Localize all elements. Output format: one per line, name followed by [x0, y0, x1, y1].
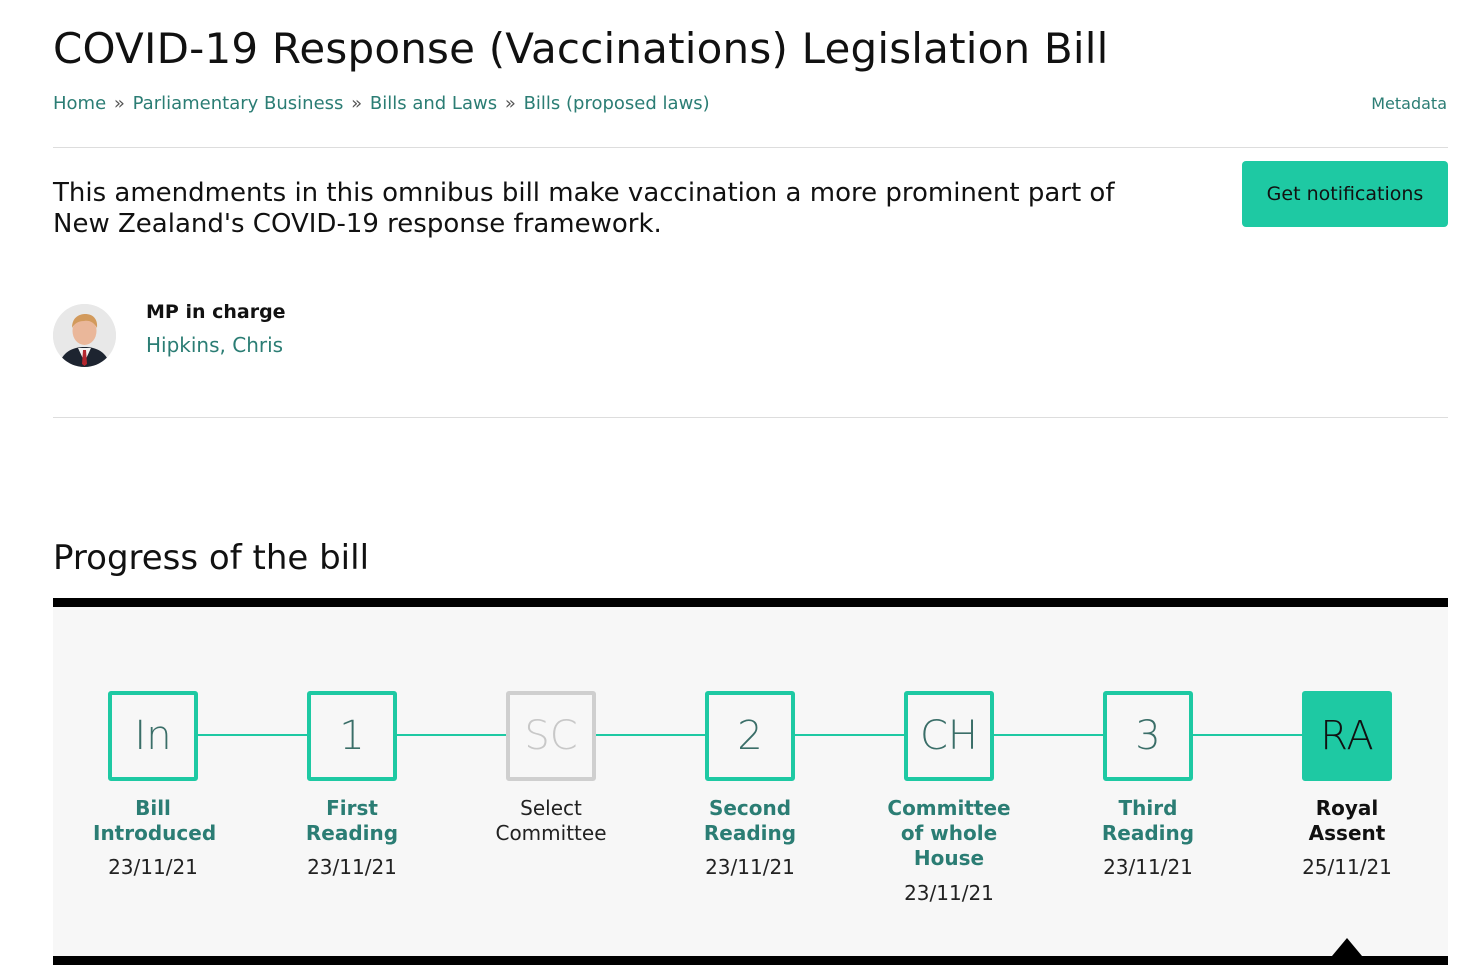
mp-name-link[interactable]: Hipkins, Chris	[146, 333, 284, 357]
divider	[53, 147, 1448, 148]
breadcrumb-separator: »	[351, 93, 363, 114]
stage-date: 23/11/21	[108, 855, 198, 879]
stage-label: Select Committee	[495, 796, 607, 845]
breadcrumb-parliamentary-business[interactable]: Parliamentary Business	[132, 93, 344, 114]
current-stage-pointer-icon	[1332, 938, 1362, 956]
breadcrumb-separator: »	[504, 93, 516, 114]
metadata-link[interactable]: Metadata	[1371, 94, 1447, 113]
stage-badge: CH	[904, 691, 994, 781]
stage-label: Third Reading	[1101, 796, 1195, 845]
stage-date: 23/11/21	[904, 881, 994, 905]
bill-progress-panel	[53, 598, 1448, 965]
stage-badge: SC	[506, 691, 596, 781]
stage-label: Royal Assent	[1308, 796, 1386, 845]
stage-label: First Reading	[305, 796, 399, 845]
breadcrumb	[53, 93, 710, 114]
breadcrumb-bills-and-laws[interactable]: Bills and Laws	[369, 93, 498, 114]
stage-label: Second Reading	[703, 796, 797, 845]
stage-badge: In	[108, 691, 198, 781]
stage-date: 23/11/21	[307, 855, 397, 879]
progress-heading: Progress of the bill	[53, 538, 370, 578]
bill-summary: This amendments in this omnibus bill make vaccination a more prominent part of New Zealand's COVID-19 response framework.	[53, 178, 1115, 239]
stage-date: 25/11/21	[1302, 855, 1392, 879]
divider	[53, 417, 1448, 418]
stage-date: 23/11/21	[705, 855, 795, 879]
stage-badge: 3	[1103, 691, 1193, 781]
stage-badge: 2	[705, 691, 795, 781]
page-title: COVID-19 Response (Vaccinations) Legislation Bill	[53, 24, 1109, 73]
breadcrumb-bills-proposed-laws[interactable]: Bills (proposed laws)	[523, 93, 710, 114]
get-notifications-button[interactable]: Get notifications	[1242, 161, 1448, 227]
breadcrumb-home[interactable]: Home	[53, 93, 107, 114]
stage-label: Bill Introduced	[93, 796, 217, 845]
stage-badge: RA	[1302, 691, 1392, 781]
mp-photo	[53, 304, 116, 367]
mp-avatar[interactable]	[53, 304, 116, 367]
stage-label: Committee of whole House	[887, 796, 1011, 870]
mp-in-charge-heading: MP in charge	[146, 301, 286, 323]
stage-badge: 1	[307, 691, 397, 781]
stage-date: 23/11/21	[1103, 855, 1193, 879]
breadcrumb-separator: »	[113, 93, 125, 114]
